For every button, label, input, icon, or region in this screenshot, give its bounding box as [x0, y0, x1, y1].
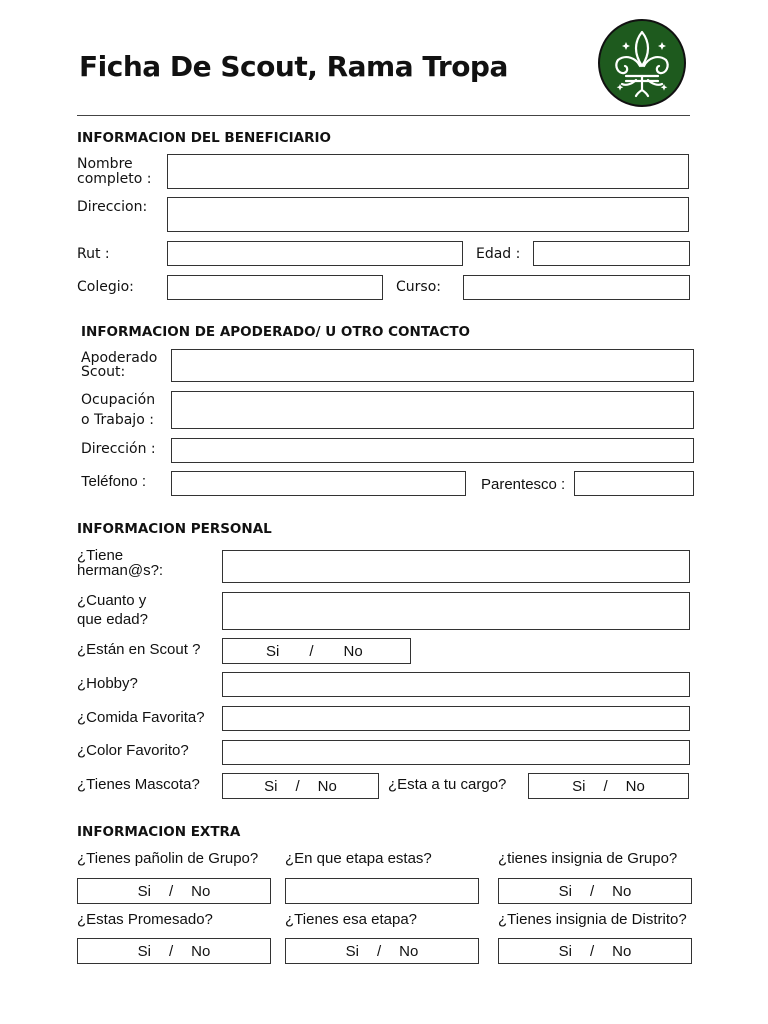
label-insignia-grupo: ¿tienes insignia de Grupo?	[498, 850, 678, 867]
option-separator: /	[168, 882, 174, 900]
option-no[interactable]: No	[343, 642, 363, 660]
panolin-si-no[interactable]	[77, 878, 271, 904]
label-en-scout: ¿Están en Scout ?	[77, 641, 201, 658]
direccion-apoderado-field[interactable]	[171, 438, 694, 463]
section-heading-beneficiario: INFORMACION DEL BENEFICIARIO	[77, 130, 331, 146]
option-no[interactable]: No	[612, 882, 632, 900]
label-cuanto-line2: que edad?	[77, 611, 148, 628]
option-no[interactable]: No	[317, 777, 337, 795]
option-separator: /	[295, 777, 300, 795]
label-ocupacion-line1: Ocupación	[81, 392, 156, 408]
label-insignia-distrito: ¿Tienes insignia de Distrito?	[498, 911, 687, 928]
section-heading-extra: INFORMACION EXTRA	[77, 824, 241, 840]
option-no[interactable]: No	[625, 777, 645, 795]
option-no[interactable]: No	[612, 942, 632, 960]
insignia-grupo-si-no[interactable]	[498, 878, 692, 904]
curso-field[interactable]	[463, 275, 690, 300]
colegio-field[interactable]	[167, 275, 383, 300]
label-nombre-line1: Nombre	[77, 156, 133, 172]
option-separator: /	[168, 942, 174, 960]
telefono-field[interactable]	[171, 471, 466, 496]
page-title: Ficha De Scout, Rama Tropa	[79, 50, 508, 83]
option-no[interactable]: No	[191, 882, 211, 900]
label-hermanos-line2: herman@s?:	[77, 562, 164, 579]
section-heading-personal: INFORMACION PERSONAL	[77, 521, 272, 537]
nombre-field[interactable]	[167, 154, 689, 189]
label-mascota: ¿Tienes Mascota?	[77, 776, 200, 793]
option-no[interactable]: No	[191, 942, 211, 960]
label-direccion-apoderado: Dirección :	[81, 441, 156, 457]
label-colegio: Colegio:	[77, 279, 134, 295]
esa-etapa-si-no[interactable]	[285, 938, 479, 964]
edad-field[interactable]	[533, 241, 690, 266]
option-separator: /	[589, 942, 595, 960]
option-si[interactable]: Si	[137, 942, 151, 960]
option-si[interactable]: Si	[137, 882, 151, 900]
mascota-si-no[interactable]	[222, 773, 379, 799]
label-esa-etapa: ¿Tienes esa etapa?	[285, 911, 418, 928]
direccion-field[interactable]	[167, 197, 689, 232]
option-si[interactable]: Si	[345, 942, 359, 960]
label-ocupacion-line2: o Trabajo :	[81, 412, 154, 428]
label-comida: ¿Comida Favorita?	[77, 709, 205, 726]
option-separator: /	[376, 942, 382, 960]
label-a-cargo: ¿Esta a tu cargo?	[388, 776, 507, 793]
en-scout-si-no[interactable]	[222, 638, 411, 664]
label-color: ¿Color Favorito?	[77, 742, 189, 759]
label-cuanto-line1: ¿Cuanto y	[77, 592, 147, 609]
header-divider	[77, 115, 690, 116]
label-edad: Edad :	[476, 246, 521, 262]
cuanto-edad-field[interactable]	[222, 592, 690, 630]
a-cargo-si-no[interactable]	[528, 773, 689, 799]
label-hobby: ¿Hobby?	[77, 675, 138, 692]
ocupacion-field[interactable]	[171, 391, 694, 429]
comida-field[interactable]	[222, 706, 690, 731]
label-direccion: Direccion:	[77, 199, 148, 215]
option-si[interactable]: Si	[558, 942, 572, 960]
option-si[interactable]: Si	[572, 777, 586, 795]
hermanos-field[interactable]	[222, 550, 690, 583]
rut-field[interactable]	[167, 241, 463, 266]
color-field[interactable]	[222, 740, 690, 765]
option-separator: /	[603, 777, 608, 795]
label-rut: Rut :	[77, 246, 110, 262]
option-no[interactable]: No	[399, 942, 419, 960]
label-parentesco: Parentesco :	[481, 476, 566, 493]
label-hermanos-line1: ¿Tiene	[77, 547, 124, 564]
apoderado-field[interactable]	[171, 349, 694, 382]
label-apoderado-line1: Apoderado	[81, 350, 158, 366]
label-panolin: ¿Tienes pañolin de Grupo?	[77, 850, 259, 867]
insignia-distrito-si-no[interactable]	[498, 938, 692, 964]
option-si[interactable]: Si	[558, 882, 572, 900]
label-etapa: ¿En que etapa estas?	[285, 850, 432, 867]
option-separator: /	[589, 882, 595, 900]
label-telefono: Teléfono :	[81, 473, 147, 490]
scout-logo	[596, 18, 688, 108]
option-separator: /	[309, 642, 314, 660]
parentesco-field[interactable]	[574, 471, 694, 496]
hobby-field[interactable]	[222, 672, 690, 697]
label-curso: Curso:	[396, 279, 441, 295]
section-heading-apoderado: INFORMACION DE APODERADO/ U OTRO CONTACTO	[81, 324, 471, 340]
option-si[interactable]: Si	[266, 642, 280, 660]
promesado-si-no[interactable]	[77, 938, 271, 964]
fleur-de-lis-icon	[596, 18, 688, 108]
label-apoderado-line2: Scout:	[81, 364, 126, 380]
label-nombre-line2: completo :	[77, 171, 152, 187]
option-si[interactable]: Si	[264, 777, 278, 795]
etapa-field[interactable]	[285, 878, 479, 904]
label-promesado: ¿Estas Promesado?	[77, 911, 213, 928]
